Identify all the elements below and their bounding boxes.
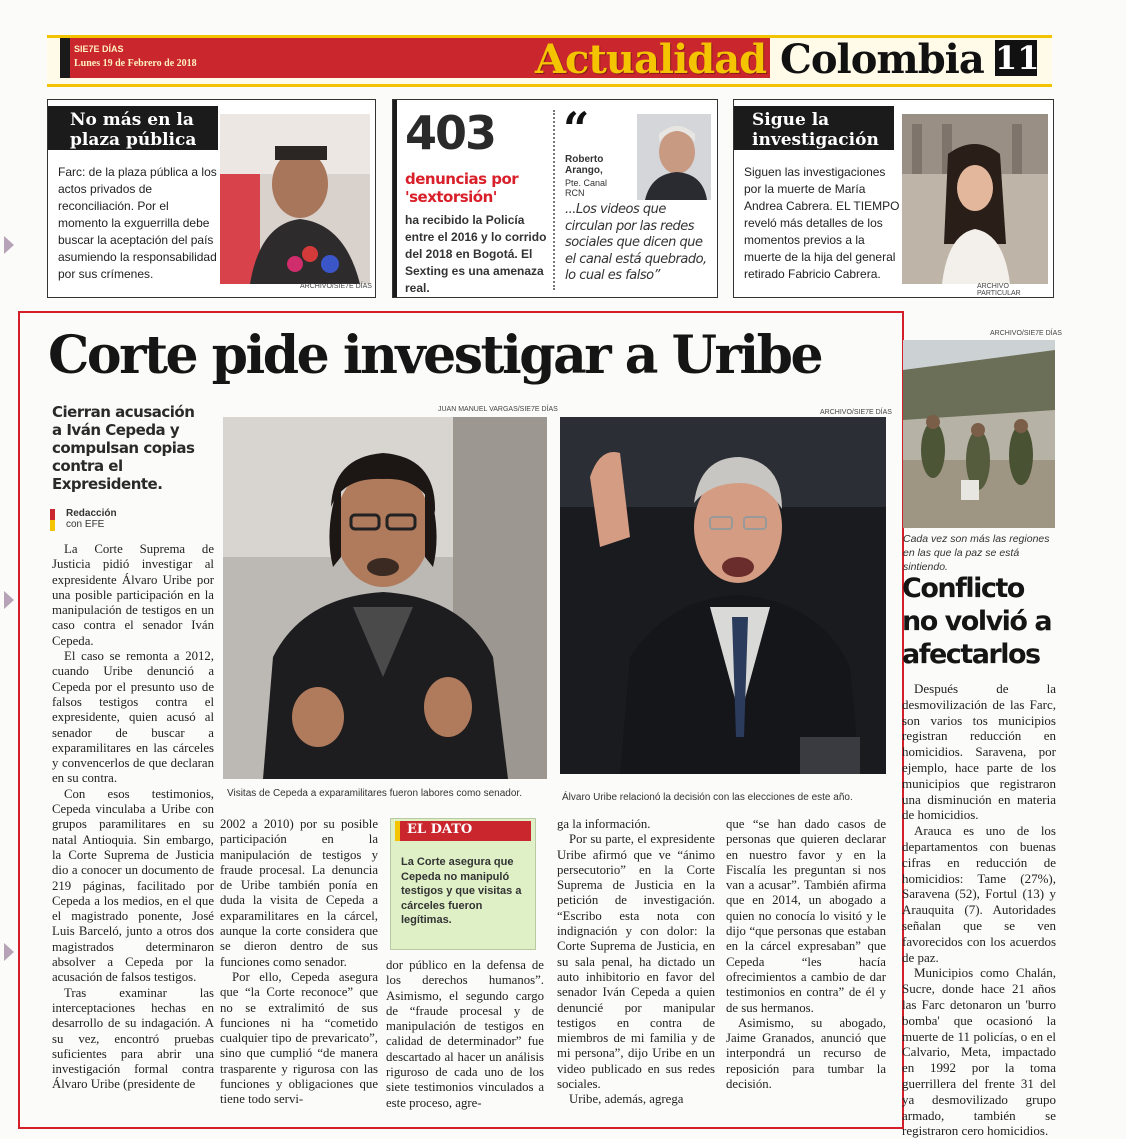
photo-soldiers bbox=[903, 340, 1055, 528]
highlight-line: denuncias por bbox=[405, 170, 519, 188]
box-title-line: Sigue la bbox=[752, 110, 830, 130]
el-dato-text: La Corte asegura que Cepeda no manipuló testigos y que visitas a cárceles fueron legítimas. bbox=[401, 856, 522, 926]
article-column-3-continuation bbox=[386, 958, 544, 1111]
photo-arango bbox=[637, 114, 711, 200]
publication-date: Lunes 19 de Febrero de 2018 bbox=[74, 58, 197, 69]
photo1-caption: Visitas de Cepeda a exparamilitares fueron labores como senador. bbox=[227, 788, 522, 799]
sidebar-headline-line: Conflicto bbox=[902, 573, 1024, 604]
box-title-line: investigación bbox=[752, 130, 879, 150]
paragraph: La Corte Suprema de Justicia pidió investigar al expresidente Álvaro Uribe por una posible participación en la manipulación de testigos en un caso contra el senador Iván Cepeda. bbox=[52, 542, 214, 648]
paragraph: Uribe, además, agrega bbox=[569, 1092, 684, 1107]
sidebar-body bbox=[902, 681, 1056, 1139]
box-title bbox=[70, 110, 196, 150]
big-number: 403 bbox=[405, 106, 496, 160]
photo-cabrera bbox=[902, 114, 1048, 284]
margin-arrow-icon bbox=[4, 943, 14, 961]
el-dato-label: EL DATO bbox=[407, 822, 473, 837]
photo1-credit: JUAN MANUEL VARGAS/SIE7E DÍAS bbox=[438, 406, 558, 413]
box-body: ha recibido la Policía entre el 2016 y lo corrido del 2018 en Bogotá. El Sexting es una amenaza real. bbox=[405, 213, 547, 295]
box-title bbox=[752, 110, 879, 150]
paragraph: Con esos testimonios, Cepeda vinculaba a Uribe con grupos paramilitares en su natal Antioquia. Sin embargo, la Corte Suprema de Justicia dio a conocer un documento de 219 páginas, facilitado por Cepeda a los medios, en el que el magistrado ponente, José Luis Barceló, junto a otros dos magistrados determinaron absolver a Cepeda por la acusación de falsos testigos. bbox=[52, 786, 214, 985]
paragraph: ga la información. bbox=[557, 817, 651, 831]
highlight-text bbox=[405, 170, 518, 206]
paragraph: Por su parte, el expresidente Uribe afirmó que ve “ánimo persecutorio” en la Corte Suprema de Justicia en la petición de investigación. “Escribo esta nota con indignación y con dolor: la Corte Suprema de Justicia, en su sala penal, ha dictado un auto inhibitorio en favor del senador Iván Cepeda a quien denuncié por manipular testigos en contra de miembros de mi familia y de mi persona”, dijo Uribe en un video publicado en sus redes sociales. bbox=[557, 832, 715, 1092]
dotted-divider bbox=[553, 110, 555, 290]
box-title-line: No más en la bbox=[70, 110, 194, 130]
paragraph: Después de la desmovilización de las Farc, son varios tos municipios registran reducción en homicidios. Saravena, por ejemplo, hace parte de los municipios que registraron una disminución en materia de homicidios. bbox=[902, 681, 1056, 823]
photo-uribe bbox=[560, 417, 886, 774]
main-headline: Corte pide investigar a Uribe bbox=[48, 325, 822, 386]
margin-arrow-icon bbox=[4, 236, 14, 254]
photo-cepeda bbox=[223, 417, 547, 779]
byline-agency: con EFE bbox=[66, 519, 105, 530]
box-body: Farc: de la plaza pública a los actos privados de reconciliación. Por el momento la exguerrilla debe buscar la aceptación del país asumiendo la responsabilidad por sus crímenes. bbox=[58, 165, 217, 281]
sidebar-headline-line: no volvió a bbox=[902, 606, 1052, 637]
byline-name: Redacción bbox=[66, 508, 117, 519]
paragraph: dor público en la defensa de los derechos humanos”. Asimismo, el segundo cargo de “fraude procesal y de manipulación de testigos en calidad de determinador” fue descartado al hacer un análisis riguroso de cada uno de los siete testimonios vinculados a este proceso, agre- bbox=[386, 958, 544, 1110]
paragraph: 2002 a 2010) por su posible participación en la manipulación de testigos y fraude procesal. La denuncia de Uribe también ponía en duda la visita de Cepeda a exparamilitares en la cárcel, aunque la corte considera que se dieron dentro de sus funciones como senador. bbox=[220, 817, 378, 969]
sidebar-caption: Cada vez son más las regiones en las que la paz se está sintiendo. bbox=[903, 533, 1050, 573]
article-column-4 bbox=[557, 817, 715, 1108]
paragraph: Arauca es uno de los departamentos con buenas cifras en reducción de homicidios: Tame (27%), Saravena (52), Fortul (13) y Arauquita (7). Autoridades señalan que se ven favorecidos con los acuerdos de paz. bbox=[902, 823, 1056, 965]
paragraph: Por ello, Cepeda asegura que “la Corte reconoce” que no se extralimitó de sus funciones ni ha “cometido cualquier tipo de prevaricato”, sino que cumplió “de manera trasparente y rigurosa con las funciones y obligaciones que tiene todo servi- bbox=[220, 969, 378, 1107]
box-body: Siguen las investigaciones por la muerte de María Andrea Cabrera. EL TIEMPO reveló más detalles de los momentos previos a la muerte de la hija del general retirado Fabricio Cabrera. bbox=[744, 165, 900, 281]
article-column-2 bbox=[220, 817, 378, 1108]
article-column-1 bbox=[52, 542, 214, 1093]
teaser-box-sextorsion bbox=[392, 99, 718, 298]
country-title: Colombia bbox=[780, 36, 984, 83]
main-subhead: Cierran acusación a Iván Cepeda y compulsan copias contra el Expresidente. bbox=[52, 403, 195, 493]
paragraph: que “se han dado casos de personas que quieren declarar en nuestro favor y en la Fiscalía les preguntan si nos van a acusar”. También afirma que en 2014, un abogado a quien no conocía lo visitó y le dijo “que personas que estaban en la cárcel expresaban” que Cepeda “les hacía ofrecimientos a cambio de dar testimonios en contra” de él y de sus hermanos. bbox=[726, 817, 886, 1015]
person-role bbox=[565, 178, 607, 198]
box-accent bbox=[393, 100, 397, 297]
sidebar-headline bbox=[902, 572, 1051, 671]
photo2-caption: Álvaro Uribe relacionó la decisión con las elecciones de este año. bbox=[562, 792, 853, 803]
photo-credit: ARCHIVO PARTICULAR bbox=[977, 283, 1021, 297]
teaser-box-investigacion bbox=[733, 99, 1054, 298]
article-column-5 bbox=[726, 817, 886, 1092]
photo2-credit: ARCHIVO/SIE7E DÍAS bbox=[820, 409, 892, 416]
section-title: Actualidad bbox=[535, 36, 767, 83]
quote-text: ...Los videos que circulan por las redes sociales que dicen que el canal está quebrado, lo cual es falso” bbox=[565, 202, 707, 283]
el-dato-box bbox=[390, 818, 536, 950]
byline-accent bbox=[50, 509, 55, 531]
margin-arrow-icon bbox=[4, 591, 14, 609]
sidebar-headline-line: afectarlos bbox=[902, 639, 1040, 670]
paragraph: El caso se remonta a 2012, cuando Uribe denunció a Cepeda por el presunto uso de falsos testigos contra el expresidente, quien acusó al senador de buscar a exparamilitares en las cárceles y convencerlos de que declaran en su contra. bbox=[52, 649, 214, 786]
photo-marquez bbox=[220, 114, 370, 284]
page-number: 11 bbox=[995, 39, 1040, 77]
box-title-line: plaza pública bbox=[70, 130, 197, 150]
teaser-box-farc bbox=[47, 99, 376, 298]
role-line: RCN bbox=[565, 188, 585, 198]
el-dato-accent bbox=[395, 821, 400, 841]
paragraph: Asimismo, su abogado, Jaime Granados, anunció que interpondrá un recurso de reposición para tumbar la decisión. bbox=[726, 1015, 886, 1092]
publication-name: SIE7E DÍAS bbox=[74, 44, 124, 54]
highlight-line: 'sextorsión' bbox=[405, 188, 497, 206]
paragraph: Tras examinar las interceptaciones hechas en desarrollo de su indagación. A su vez, encontró pruebas suficientes para abrir una investigación formal contra Álvaro Uribe (presidente de bbox=[52, 985, 214, 1092]
paragraph: Municipios como Chalán, Sucre, donde hace 21 años las Farc detonaron un 'burro bomba' que ocasionó la muerte de 11 policías, o en el Calvario, Meta, impactado en 1992 por la toma guerrillera del frente 31 del ya desmovilizado grupo armado, también se registraron cero homicidios. bbox=[902, 965, 1056, 1139]
quote-icon: “ bbox=[563, 102, 590, 156]
person-name: Roberto Arango, bbox=[565, 154, 604, 176]
sidebar-photo-credit: ARCHIVO/SIE7E DÍAS bbox=[990, 330, 1062, 337]
photo-credit: ARCHIVO/SIE7E DÍAS bbox=[300, 283, 372, 290]
byline bbox=[66, 508, 117, 530]
role-line: Pte. Canal bbox=[565, 178, 608, 188]
